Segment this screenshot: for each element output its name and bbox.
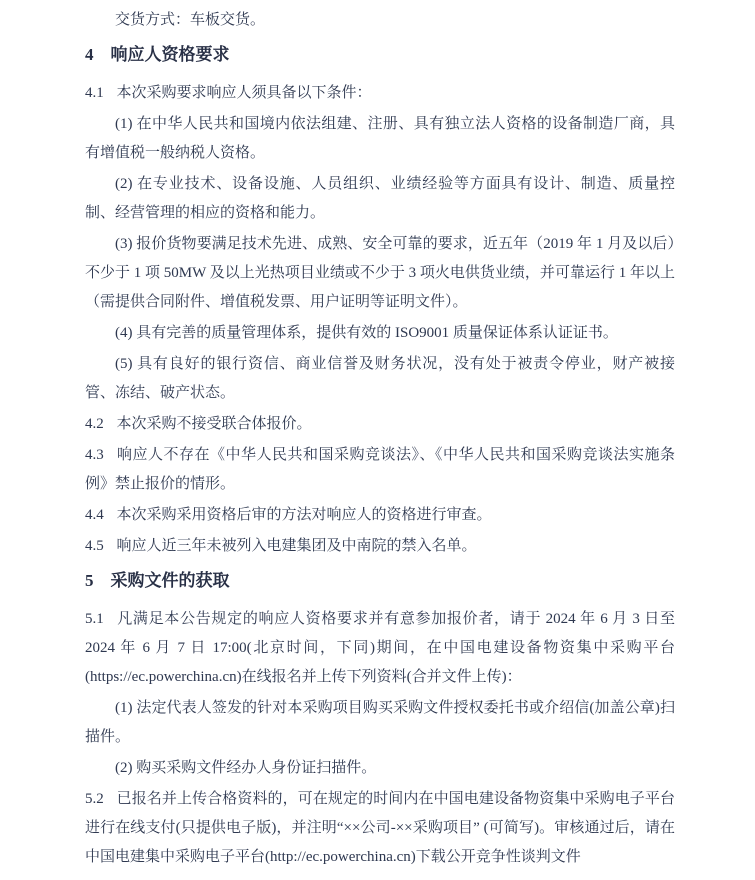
clause-paragraph (85, 441, 675, 499)
clause-number: 4.4 (85, 507, 104, 523)
clause-text: 响应人近三年未被列入电建集团及中南院的禁入名单。 (116, 538, 477, 554)
list-item-paragraph: (2) 购买采购文件经办人身份证扫描件。 (115, 760, 377, 776)
list-item-paragraph: (1) 法定代表人签发的针对本采购项目购买采购文件授权委托书或介绍信(加盖公章)扫描件。 (85, 700, 675, 745)
clause-number: 5.2 (85, 791, 104, 807)
clause-text: 响应人不存在《中华人民共和国采购竞谈法》、《中华人民共和国采购竞谈法实施条例》禁止报价的情形。 (85, 447, 675, 492)
section-number: 4 (85, 45, 94, 64)
clause-text: 本次采购采用资格后审的方法对响应人的资格进行审查。 (116, 507, 492, 523)
list-item-paragraph: (2) 在专业技术、设备设施、人员组织、业绩经验等方面具有设计、制造、质量控制、经营管理的相应的资格和能力。 (85, 176, 675, 221)
clause-text: 本次采购不接受联合体报价。 (116, 416, 312, 432)
paragraph: 交货方式：车板交货。 (115, 12, 266, 28)
clause-paragraph (85, 501, 675, 530)
clause-number: 4.3 (85, 447, 104, 463)
clause-number: 5.1 (85, 611, 104, 627)
section-title: 响应人资格要求 (110, 45, 230, 64)
clause-text: 凡满足本公告规定的响应人资格要求并有意参加报价者，请于 2024 年 6 月 3 日至 2024 年 6 月 7 日 17:00(北京时间，下同)期间，在中国电建设备物资集中采购平台(https://ec.powerchina.cn)在线报名并上传下列资料(合并文件上传)： (85, 611, 675, 685)
list-item-paragraph: (3) 报价货物要满足技术先进、成熟、安全可靠的要求，近五年（2019 年 1 月及以后）不少于 1 项 50MW 及以上光热项目业绩或不少于 3 项火电供货业绩，并可靠运行 1 年以上（需提供合同附件、增值税发票、用户证明等证明文件）。 (85, 236, 675, 310)
clause-paragraph (85, 605, 675, 692)
section-title: 采购文件的获取 (110, 571, 230, 590)
clause-text: 已报名并上传合格资料的，可在规定的时间内在中国电建设备物资集中采购电子平台进行在线支付(只提供电子版)，并注明“××公司-××采购项目” (可简写)。审核通过后，请在中国电建集中采购电子平台(http://ec.powerchina.cn)下载公开竞争性谈判文件 (85, 791, 675, 865)
section-heading (85, 42, 675, 68)
section-heading (85, 568, 675, 594)
list-item-paragraph: (5) 具有良好的银行资信、商业信誉及财务状况，没有处于被责令停业，财产被接管、冻结、破产状态。 (85, 356, 675, 401)
clause-paragraph (85, 785, 675, 872)
clause-paragraph (85, 79, 675, 108)
list-item-paragraph: (4) 具有完善的质量管理体系，提供有效的 ISO9001 质量保证体系认证证书。 (115, 325, 618, 341)
clause-number: 4.2 (85, 416, 104, 432)
section-number: 5 (85, 571, 94, 590)
clause-paragraph (85, 410, 675, 439)
clause-number: 4.5 (85, 538, 104, 554)
clause-paragraph (85, 532, 675, 561)
list-item-paragraph: (1) 在中华人民共和国境内依法组建、注册、具有独立法人资格的设备制造厂商，具有增值税一般纳税人资格。 (85, 116, 675, 161)
clause-number: 4.1 (85, 85, 104, 101)
clause-text: 本次采购要求响应人须具备以下条件： (116, 85, 372, 101)
